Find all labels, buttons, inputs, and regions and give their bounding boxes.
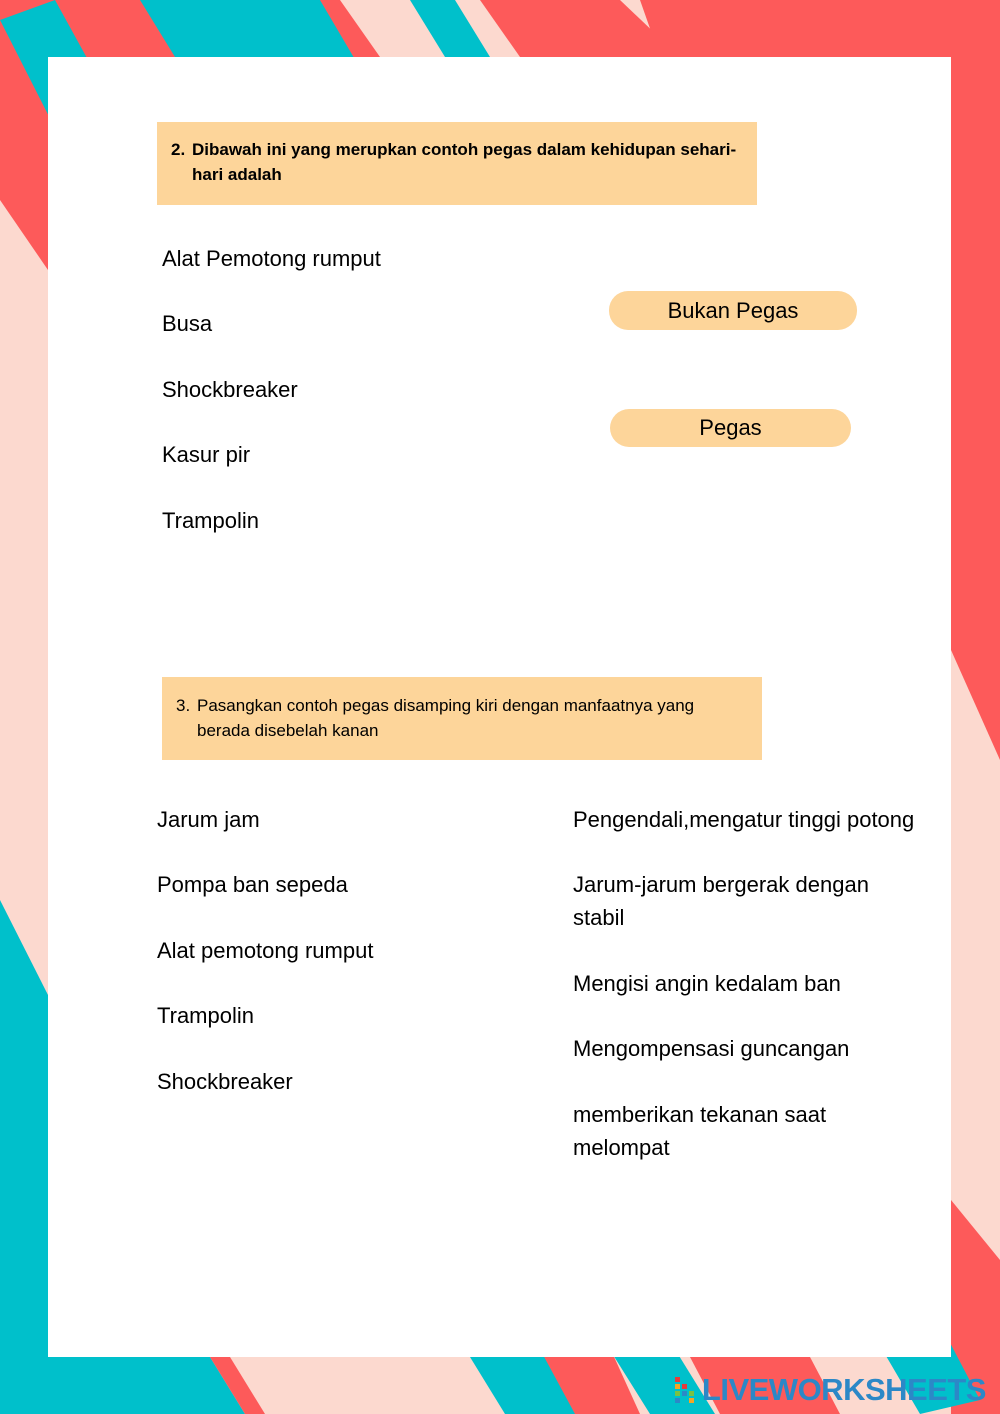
question-2-text: Dibawah ini yang merupkan contoh pegas dalam kehidupan sehari-hari adalah xyxy=(192,140,737,184)
match-right-item[interactable]: Jarum-jarum bergerak dengan stabil xyxy=(573,872,869,930)
category-bukan-pegas-dropzone[interactable]: Bukan Pegas xyxy=(609,291,857,330)
stripe-teal xyxy=(0,900,48,1357)
match-right-item[interactable]: memberikan tekanan saat melompat xyxy=(573,1102,827,1160)
drag-item[interactable]: Kasur pir xyxy=(162,442,251,467)
question-2-number: 2. xyxy=(171,140,186,159)
match-left-item[interactable]: Pompa ban sepeda xyxy=(157,872,348,897)
drag-item[interactable]: Shockbreaker xyxy=(162,377,298,402)
category-pegas-dropzone[interactable]: Pegas xyxy=(610,409,851,447)
match-left-item[interactable]: Shockbreaker xyxy=(157,1069,293,1094)
liveworksheets-brand-text: LIVEWORKSHEETS xyxy=(701,1372,986,1407)
stripe-red xyxy=(640,0,1000,57)
question-3-box xyxy=(162,677,762,760)
match-right-item[interactable]: Mengompensasi guncangan xyxy=(573,1036,850,1061)
question-3-text: Pasangkan contoh pegas disamping kiri dengan manfaatnya yang berada disebelah kanan xyxy=(197,696,695,740)
match-left-item[interactable]: Jarum jam xyxy=(157,807,260,832)
liveworksheets-logo[interactable] xyxy=(674,1372,986,1408)
question-2-box xyxy=(157,122,757,205)
match-right-item[interactable]: Pengendali,mengatur tinggi potong xyxy=(573,807,915,832)
question-3-number: 3. xyxy=(176,696,191,715)
stripe-red xyxy=(951,0,1000,760)
stripe-teal xyxy=(0,1357,245,1414)
liveworksheets-logo-icon xyxy=(674,1375,696,1405)
match-left-item[interactable]: Trampolin xyxy=(157,1003,254,1028)
drag-item[interactable]: Alat Pemotong rumput xyxy=(162,246,381,271)
drag-item[interactable]: Trampolin xyxy=(162,508,259,533)
match-left-item[interactable]: Alat pemotong rumput xyxy=(157,938,374,963)
match-right-item[interactable]: Mengisi angin kedalam ban xyxy=(573,971,841,996)
drag-item[interactable]: Busa xyxy=(162,311,213,336)
